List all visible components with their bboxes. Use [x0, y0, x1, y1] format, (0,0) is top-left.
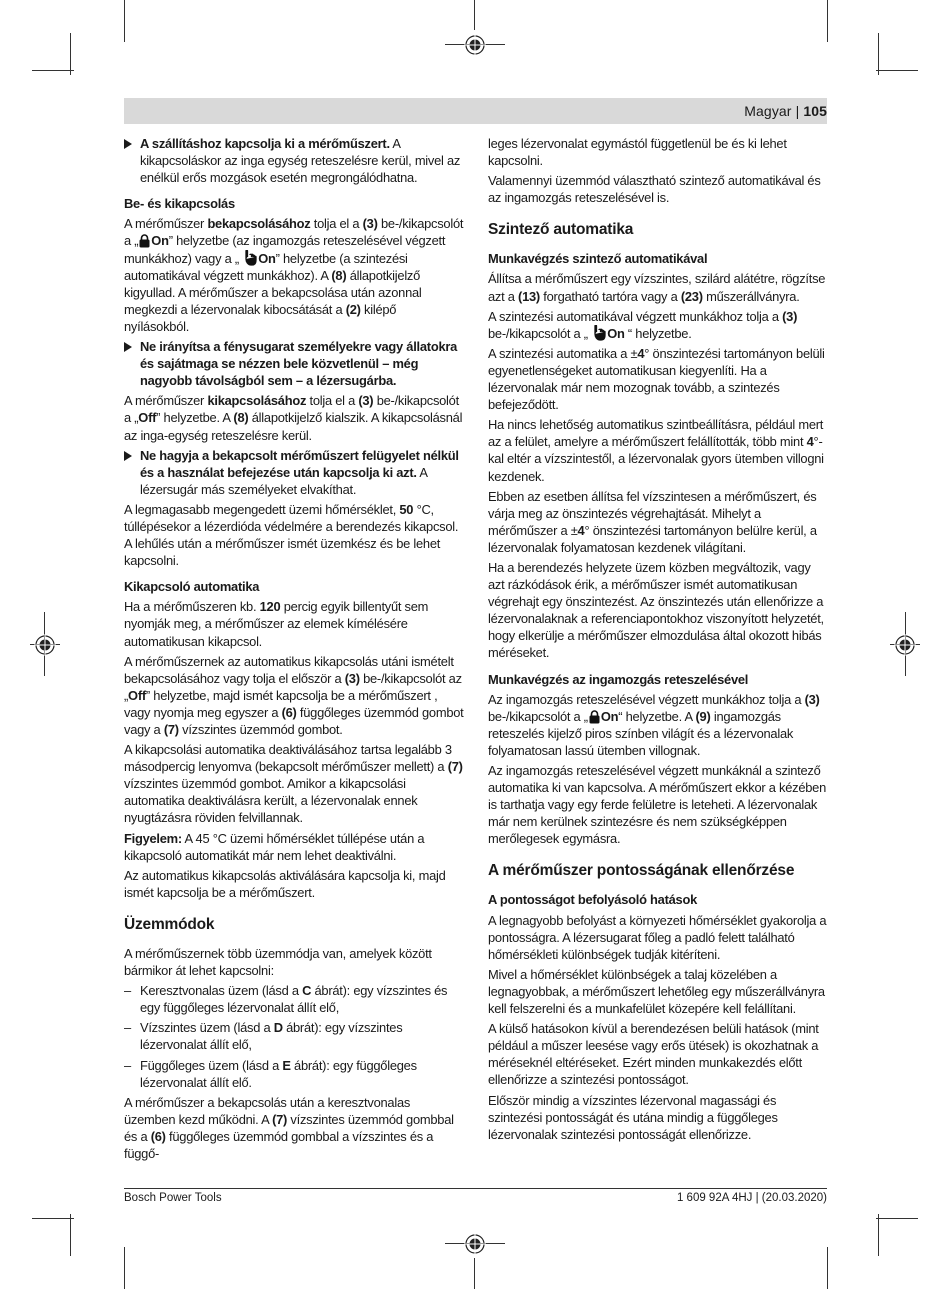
list-item: – Keresztvonalas üzem (lásd a C ábrát): egy vízszintes és egy függőleges lézervonalat állít elő, [124, 983, 448, 1016]
footer-rule [124, 1188, 827, 1189]
section-heading: Kikapcsoló automatika [124, 579, 260, 595]
paragraph: A mérőműszernek több üzemmódja van, amelyek között bármikor át lehet kapcsolni: [124, 945, 432, 979]
section-title: A mérőműszer pontosságának ellenőrzése [488, 862, 795, 880]
right-column [488, 135, 828, 1146]
safety-bullet [124, 135, 464, 186]
section-heading: Be- és kikapcsolás [124, 196, 235, 212]
paragraph: Ha a berendezés helyzete üzem közben megváltozik, vagy azt rázkódások érik, a mérőműszer ismét automatikusan végrehajt egy önszintezést. Az önszintezés után ellenőrizze a lézervonalaknak a referenciapontokhoz viszonyított helyzetét, hogy elkerülje a mérőműszer elmozdulása által okozott hibás méréseket. [488, 559, 824, 661]
page-number: 105 [803, 103, 827, 119]
paragraph: leges lézervonalat egymástól függetlenül be és ki lehet kapcsolni. [488, 136, 787, 169]
padlock-icon [139, 234, 150, 248]
paragraph: A mérőműszer kikapcsolásához tolja el a (3) be-/kikapcsolót a „Off” helyzetbe. A (8) állapotkijelző kialszik. A kikapcsolásnál az inga-egység reteszelésre kerül. [124, 393, 463, 443]
paragraph: A szintezési automatikával végzett munkákhoz tolja a (3) be-/kikapcsolót a „ On “ helyzetbe. [488, 308, 798, 341]
paragraph: A mérőműszernek az automatikus kikapcsolás utáni ismételt bekapcsolásához vagy tolja el először a (3) be-/kikapcsolót az „Off” helyzetbe, majd ismét kapcsolja be a mérőműszert , vagy nyomja meg egyszer a (6) függőleges üzemmód gombot vagy a (7) vízszintes üzemmód gombot. [124, 653, 464, 737]
paragraph: A kikapcsolási automatika deaktiválásához tartsa legalább 3 másodpercig lenyomva (bekapcsolt mérőműszer mellett) a (7) vízszintes üzemmód gombot. Amikor a kikapcsolási automatika deaktiválásra került, a lézervonalak ennek nyugtázásra röviden felvillannak. [124, 742, 463, 826]
crop-mark [878, 1214, 879, 1256]
header-language: Magyar [744, 103, 792, 119]
bullet-triangle-icon [124, 139, 132, 149]
crop-mark [70, 33, 71, 75]
header-separator: | [795, 103, 800, 119]
paragraph: A mérőműszer a bekapcsolás után a keresztvonalas üzemben kezd működni. A (7) vízszintes üzemmód gombbal és a (6) függőleges üzemmód gombbal a vízszintes és a függő- [124, 1094, 454, 1161]
crop-mark [827, 0, 828, 42]
left-column [124, 135, 464, 1165]
crop-mark [124, 0, 125, 42]
section-heading: Munkavégzés az ingamozgás reteszelésével [488, 671, 749, 687]
safety-bullet [124, 338, 464, 389]
section-title: Üzemmódok [124, 915, 215, 933]
paragraph: Ebben az esetben állítsa fel vízszintesen a mérőműszert, és várja meg az önszintezés végrehajtását. Mihelyt a mérőműszer a ±4° önszintezési tartományon belülre kerül, a lézervonalak folyamatosan kezdenek világítani. [488, 488, 817, 555]
hand-pointer-icon [592, 325, 606, 341]
paragraph: Mivel a hőmérséklet különbségek a talaj közelében a legnagyobbak, a mérőműszert lehetőleg egy műszerállványra kell felszerelni és a munkafelület közepére kell felállítani. [488, 966, 825, 1017]
paragraph: A szintezési automatika a ±4° önszintezési tartományon belüli egyenetlenségeket automatikusan kiegyenlíti. Ha a lézervonalak már nem mozognak tovább, a szintezés befejeződött. [488, 345, 825, 413]
bullet-triangle-icon [124, 342, 132, 352]
crop-mark [124, 1247, 125, 1289]
registration-mark-icon [34, 634, 56, 656]
safety-bullet [124, 447, 464, 498]
crop-mark [474, 0, 475, 30]
paragraph: Állítsa a mérőműszert egy vízszintes, szilárd alátétre, rögzítse azt a (13) forgatható tartóra vagy a (23) műszerállványra. [488, 271, 826, 304]
section-title: Szintező automatika [488, 221, 634, 239]
list-item: – Függőleges üzem (lásd a E ábrát): egy függőleges lézervonalat állít elő. [124, 1057, 417, 1090]
paragraph: Az ingamozgás reteszelésével végzett munkákhoz tolja a (3) be-/kikapcsolót a „ On“ helyzetbe. A (9) ingamozgás reteszelés kijelző piros színben világít és a lézervonalak folyamatosan lassú ütemben villognak. [488, 691, 820, 758]
paragraph: Ha a mérőműszeren kb. 120 percig egyik billentyűt sem nyomják meg, a mérőműszer az elemek kímélésére automatikusan kikapcsol. [124, 599, 429, 649]
section-heading: A pontosságot befolyásoló hatások [488, 892, 698, 908]
bullet-triangle-icon [124, 451, 132, 461]
crop-mark [876, 70, 918, 71]
paragraph: Az ingamozgás reteszelésével végzett munkáknál a szintező automatika ki van kapcsolva. A mérőműszert ekkor a kézében is tarthatja vagy egy ferde felületre is leteheti. A lézervonalak már nem kerülnek szintezésre és nem szükségképpen merőlegesek egymásra. [488, 763, 827, 847]
paragraph: Valamennyi üzemmód választható szintező automatikával és az ingamozgás reteszelésével is. [488, 173, 821, 206]
paragraph: A külső hatásokon kívül a berendezésen belüli hatások (mint például a műszer leesése vagy erős ütések) is okozhatnak a méréseknél eltéréseket. Ezért minden munkakezdés előtt ellenőrizze a szintezési pontosságot. [488, 1021, 819, 1088]
crop-mark [827, 1247, 828, 1289]
paragraph: A mérőműszer bekapcsolásához tolja el a (3) be-/kikapcsolót a „ On” helyzetbe (az ingamozgás reteszelésével végzett munkákhoz) vagy a „ On” helyzetbe (a szintezési automatikával végzett munkákhoz). A (8) állapotkijelző kigyullad. A mérőműszer a bekapcsolása után azonnal megkezdi a lézervonalak kibocsátását a (2) kilépő nyílásokból. [124, 216, 464, 334]
crop-mark [474, 1258, 475, 1289]
paragraph: Először mindig a vízszintes lézervonal magassági és szintezési pontosságát és utána mindig a függőleges lézervonalak szintezési pontosságát ellenőrizze. [488, 1092, 778, 1142]
crop-mark [876, 1218, 918, 1219]
paragraph: A legmagasabb megengedett üzemi hőmérséklet, 50 °C, túllépésekor a lézerdióda védelmére a berendezés kikapcsol. A lehűlés után a mérőműszer ismét üzemkész és be lehet kapcsolni. [124, 501, 459, 569]
paragraph: A legnagyobb befolyást a környezeti hőmérséklet gyakorolja a pontosságra. A lézersugarat főleg a padló felett található hőmérsékleti különbségek tudják kitéríteni. [488, 912, 827, 962]
section-heading: Munkavégzés szintező automatikával [488, 251, 708, 267]
text: A lézersugár más személyeket elvakíthat. [140, 464, 428, 497]
bold-text: A szállításhoz kapcsolja ki a mérőműszert. [140, 136, 390, 151]
list-item: – Vízszintes üzem (lásd a D ábrát): egy vízszintes lézervonalat állít elő, [124, 1020, 403, 1053]
paragraph: Ha nincs lehetőség automatikus szintbeállításra, például mert az a felület, amelyre a mérőműszert felállították, több mint 4°-kal eltér a vízszintestől, a lézervonalak gyors ütemben villogni kezdenek. [488, 417, 824, 484]
footer-doc-code: 1 609 92A 4HJ | (20.03.2020) [676, 1192, 827, 1204]
crop-mark [32, 1218, 74, 1219]
note-paragraph: Figyelem: A 45 °C üzemi hőmérséklet túllépése után a kikapcsoló automatikát már nem lehet deaktiválni. [124, 830, 425, 863]
footer-publisher: Bosch Power Tools [124, 1192, 222, 1204]
bold-text: Ne hagyja a bekapcsolt mérőműszert felügyelet nélkül és a használat befejezése után kapcsolja ki azt. [140, 447, 459, 480]
crop-mark [878, 33, 879, 75]
header-band [124, 98, 827, 124]
hand-pointer-icon [243, 250, 257, 266]
registration-mark-icon [464, 34, 486, 56]
crop-mark [70, 1214, 71, 1256]
text: A kikapcsoláskor az inga egység reteszelésre kerül, mivel az enélkül erős mozgások esetén megrongálódhatna. [140, 136, 461, 186]
paragraph: Az automatikus kikapcsolás aktiválására kapcsolja ki, majd ismét kapcsolja be a mérőműszert. [124, 867, 446, 900]
bold-text: Ne irányítsa a fénysugarat személyekre vagy állatokra és sajátmaga se nézzen bele közvetlenül – még nagyobb távolságból sem – a lézersugárba. [140, 339, 458, 389]
registration-mark-icon [894, 634, 916, 656]
padlock-icon [589, 710, 600, 724]
registration-mark-icon [464, 1233, 486, 1255]
crop-mark [32, 70, 74, 71]
running-header [744, 103, 827, 119]
